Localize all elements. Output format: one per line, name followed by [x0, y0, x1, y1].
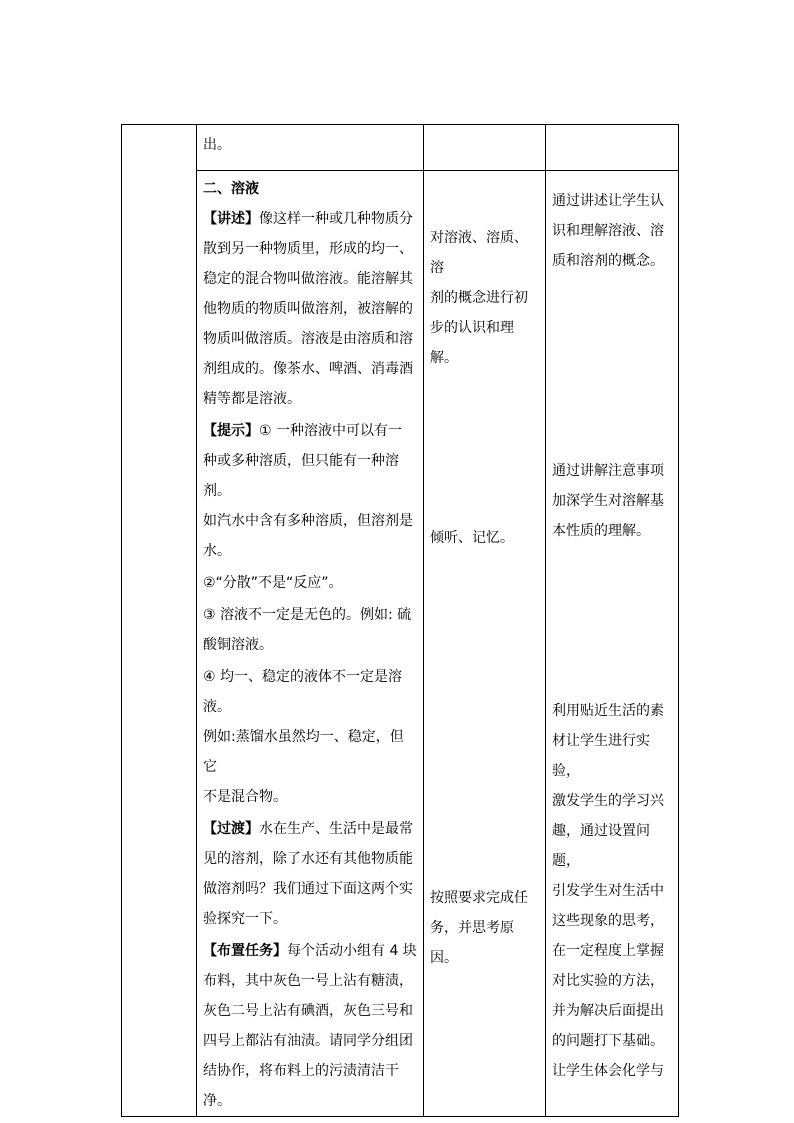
paragraph-line [203, 1026, 417, 1056]
paragraph-line [203, 904, 417, 934]
student-activity-item [424, 883, 545, 973]
paragraph-line [203, 936, 417, 966]
section-title: 二、溶液 [203, 181, 259, 197]
paragraph-text: 见的溶剂，除了水还有其他物质能 [203, 851, 413, 867]
paragraph-text: ① 一种溶液中可以有一 [259, 423, 403, 439]
paragraph-text: 水。 [203, 543, 231, 559]
cell-line: 并为解决后面提出 [552, 1003, 664, 1019]
paragraph-text: ③ 溶液不一定是无色的。例如: 硫 [203, 607, 412, 623]
paragraph-text: 他物质的物质叫做溶剂，被溶解的 [203, 301, 413, 317]
design-intent-cell [546, 125, 679, 171]
paragraph-line [203, 354, 417, 384]
design-intent-item [546, 696, 678, 1086]
paragraph-line [203, 568, 417, 598]
cell-line: 识和理解溶液、溶 [552, 223, 664, 239]
paragraph-text: 种或多种溶质，但只能有一种溶剂。 [203, 453, 399, 499]
paragraph-text: 验探究一下。 [203, 911, 287, 927]
cell-line: 加深学生对溶解基 [552, 493, 664, 509]
paragraph-text: 例如:蒸馏水虽然均一、稳定，但它 [203, 729, 404, 775]
paragraph-text: 灰色二号上沾有碘酒，灰色三号和 [203, 1003, 413, 1019]
student-activity-item [424, 523, 545, 553]
table-row [122, 125, 679, 171]
cell-line: 对比实验的方法， [552, 973, 664, 989]
paragraph-line [203, 536, 417, 566]
cell-line: 本性质的理解。 [552, 523, 650, 539]
paragraph-line [203, 294, 417, 324]
cell-line: 在一定程度上掌握 [552, 943, 664, 959]
paragraph-line [203, 234, 417, 264]
cell-line: 让学生体会化学与 [552, 1063, 664, 1079]
lesson-plan-table [121, 124, 679, 1117]
paragraph-text: 结协作，将布料上的污渍清洁干净。 [203, 1063, 399, 1109]
cell-line: 倾听、记忆。 [430, 530, 514, 546]
paragraph-text: 如汽水中含有多种溶质，但溶剂是 [203, 513, 413, 529]
cell-line: 剂的概念进行初 [430, 290, 528, 306]
paragraph-tag: 【布置任务】 [203, 943, 287, 959]
design-intent-item [546, 186, 678, 276]
design-intent-item [546, 456, 678, 546]
paragraph-line [203, 416, 417, 446]
paragraph-tag: 【讲述】 [203, 211, 259, 227]
paragraph-text: ②“分散”不是“反应”。 [203, 575, 343, 591]
paragraph-line [203, 814, 417, 844]
cell-line: 激发学生的学习兴 [552, 793, 664, 809]
continued-text: 出。 [203, 137, 231, 153]
cell-line: 务，并思考原因。 [430, 920, 514, 966]
paragraph-text: 稳定的混合物叫做溶液。能溶解其 [203, 271, 413, 287]
cell-line: 的问题打下基础。 [552, 1033, 664, 1049]
paragraph-line [203, 600, 417, 630]
paragraph-line [203, 722, 417, 782]
student-activity-cell [424, 125, 546, 171]
paragraph-text: 散到另一种物质里，形成的均一、 [203, 241, 413, 257]
student-activity-cell [424, 171, 546, 1117]
paragraph-line [203, 966, 417, 996]
design-intent-cell [546, 171, 679, 1117]
paragraph-text: 精等都是溶液。 [203, 391, 301, 407]
paragraph-line [203, 384, 417, 414]
paragraph-line [203, 996, 417, 1026]
paragraph-text: 做溶剂吗？我们通过下面这两个实 [203, 881, 413, 897]
paragraph-text: 酸铜溶液。 [203, 637, 273, 653]
teacher-activity-cell [197, 125, 424, 171]
paragraph-line [203, 630, 417, 660]
paragraph-text: ④ 均一、稳定的液体不一定是溶液。 [203, 669, 403, 715]
cell-line: 通过讲述让学生认 [552, 193, 664, 209]
cell-line: 步的认识和理解。 [430, 320, 514, 366]
stage-cell [122, 125, 197, 1117]
cell-line: 利用贴近生活的素 [552, 703, 664, 719]
cell-line: 对溶液、溶质、溶 [430, 230, 528, 276]
paragraph-line [203, 446, 417, 506]
paragraph-text: 布料，其中灰色一号上沾有糖渍， [203, 973, 413, 989]
cell-line: 按照要求完成任 [430, 890, 528, 906]
student-activity-item [424, 223, 545, 373]
paragraph-text: 物质叫做溶质。溶液是由溶质和溶 [203, 331, 413, 347]
paragraph-line [203, 1056, 417, 1116]
paragraph-line [203, 662, 417, 722]
paragraph-line [203, 264, 417, 294]
paragraph-text: 像这样一种或几种物质分 [259, 211, 413, 227]
paragraph-text: 水在生产、生活中是最常 [259, 821, 413, 837]
paragraph-line [203, 324, 417, 354]
cell-line: 质和溶剂的概念。 [552, 253, 664, 269]
cell-line: 趣，通过设置问题， [552, 823, 650, 869]
cell-line: 这些现象的思考， [552, 913, 664, 929]
paragraph-line [203, 874, 417, 904]
paragraph-text: 四号上都沾有油渍。请同学分组团 [203, 1033, 413, 1049]
paragraph-line [203, 506, 417, 536]
paragraph-tag: 【提示】 [203, 423, 259, 439]
paragraph-line [203, 844, 417, 874]
table-row [122, 171, 679, 1117]
paragraph-line [203, 782, 417, 812]
paragraph-text: 不是混合物。 [203, 789, 287, 805]
cell-line: 引发学生对生活中 [552, 883, 664, 899]
cell-line: 通过讲解注意事项 [552, 463, 664, 479]
cell-line: 材让学生进行实验， [552, 733, 650, 779]
paragraph-text: 剂组成的。像茶水、啤酒、消毒酒 [203, 361, 413, 377]
teacher-activity-cell [197, 171, 424, 1117]
paragraph-text: 每个活动小组有 4 块 [287, 943, 417, 959]
paragraph-tag: 【过渡】 [203, 821, 259, 837]
paragraph-line [203, 204, 417, 234]
